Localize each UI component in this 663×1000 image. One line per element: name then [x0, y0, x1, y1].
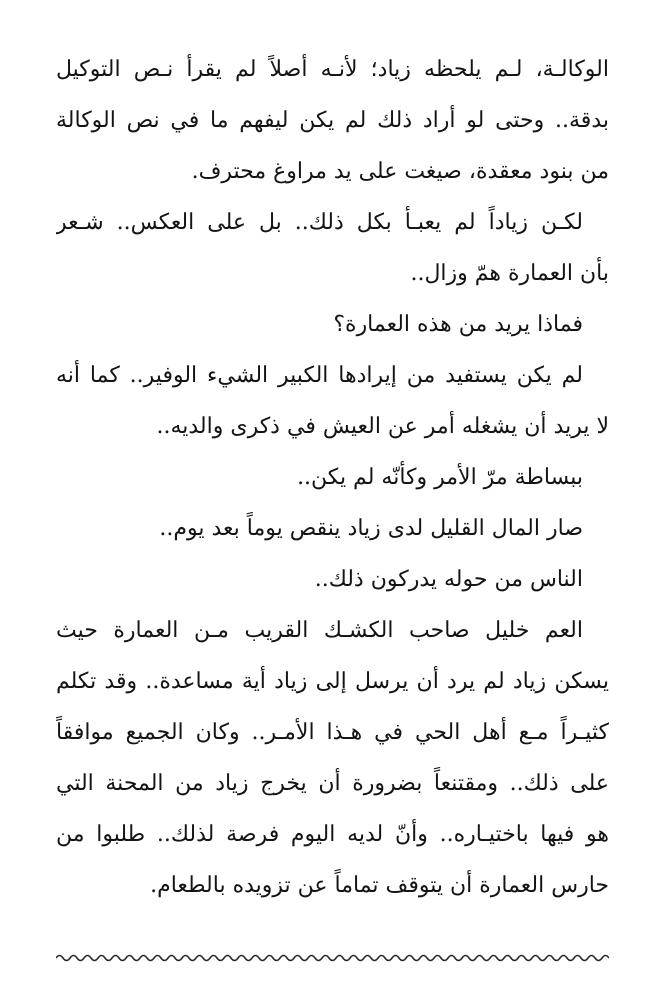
text-line: فماذا يريد من هذه العمارة؟ — [333, 312, 583, 337]
text-line: هو فيها باختيـاره.. وأنّ لديه اليوم فرصة لذلك.. طلبوا من — [56, 822, 609, 847]
text-line: الناس من حوله يدركون ذلك.. — [314, 567, 583, 592]
text-line: لم يكن يستفيد من إيرادها الكبير الشيء الوفير.. كما أنه — [56, 363, 583, 388]
text-line: ببساطة مرّ الأمر وكأنّه لم يكن.. — [297, 465, 583, 490]
text-line: صار المال القليل لدى زياد ينقص يوماً بعد يوم.. — [159, 516, 583, 541]
book-page — [56, 44, 609, 911]
paragraph — [56, 350, 609, 452]
wavy-divider — [56, 952, 609, 964]
text-line: على ذلك.. ومقتنعاً بضرورة أن يخرج زياد من المحنة التي — [56, 771, 609, 796]
paragraph — [56, 44, 609, 197]
text-line: من بنود معقدة، صيغت على يد مراوغ محترف. — [191, 159, 609, 184]
text-line: يسكن زياد لم يرد أن يرسل إلى زياد أية مساعدة.. وقد تكلم — [56, 669, 609, 694]
paragraph — [56, 452, 609, 503]
text-line: حارس العمارة أن يتوقف تماماً عن تزويده بالطعام. — [150, 873, 609, 898]
paragraph — [56, 197, 609, 299]
text-line: كثيـراً مـع أهل الحي في هـذا الأمـر.. وكان الجميع موافقاً — [56, 720, 609, 745]
paragraph — [56, 605, 609, 911]
paragraph — [56, 503, 609, 554]
paragraph — [56, 554, 609, 605]
text-line: لا يريد أن يشغله أمر عن العيش في ذكرى والديه.. — [156, 414, 609, 439]
text-line: بأن العمارة همّ وزال.. — [410, 261, 609, 286]
text-line: العم خليل صاحب الكشـك القريب مـن العمارة حيث — [56, 618, 583, 643]
text-line: بدقة.. وحتى لو أراد ذلك لم يكن ليفهم ما في نص الوكالة — [56, 108, 609, 133]
paragraph — [56, 299, 609, 350]
text-line: الوكالـة، لـم يلحظه زياد؛ لأنـه أصلاً لم يقرأ نـص التوكيل — [56, 57, 609, 82]
text-line: لكـن زياداً لم يعبـأ بكل ذلك.. بل على العكس.. شـعر — [56, 210, 583, 235]
